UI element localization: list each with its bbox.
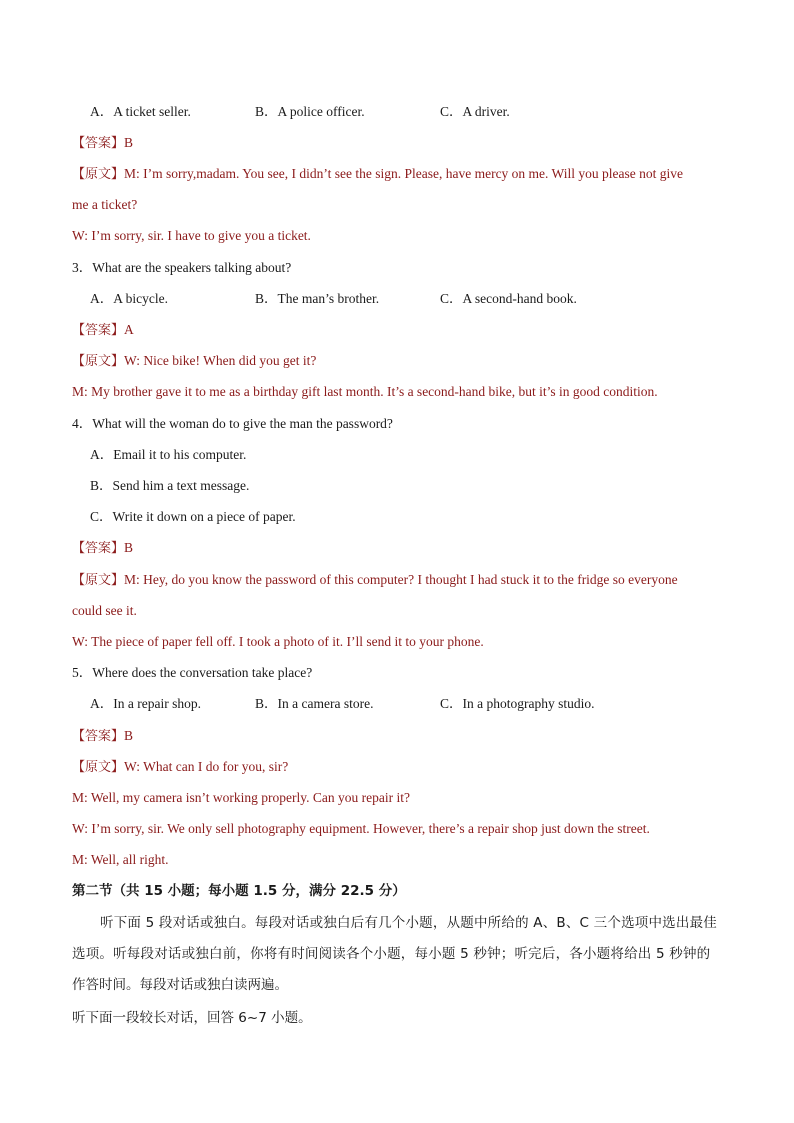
- q3-question: 3．What are the speakers talking about?: [72, 260, 292, 275]
- q2-script-line2: me a ticket?: [72, 197, 138, 212]
- q4-script-line3: W: The piece of paper fell off. I took a photo of it. I’ll send it to your phone.: [72, 634, 484, 649]
- q5-answer: 【答案】B: [72, 728, 134, 744]
- q4-option-a: A．Email it to his computer.: [90, 447, 247, 462]
- q5-script-line2: M: Well, my camera isn’t working properly. Can you repair it?: [72, 790, 410, 805]
- q3-option-b: B．The man’s brother.: [255, 291, 380, 306]
- q4-question: 4．What will the woman do to give the man the password?: [72, 416, 393, 431]
- q2-answer: 【答案】B: [72, 135, 134, 151]
- q5-script-line3: W: I’m sorry, sir. We only sell photography equipment. However, there’s a repair shop just down the street.: [72, 821, 650, 836]
- q4-script-line1: 【原文】M: Hey, do you know the password of this computer? I thought I had stuck it to the fridge so everyone: [72, 572, 678, 588]
- q5-script-line1: 【原文】W: What can I do for you, sir?: [72, 759, 289, 775]
- q4-option-c: C．Write it down on a piece of paper.: [90, 509, 296, 524]
- q2-option-b: B．A police officer.: [255, 104, 365, 119]
- q5-script-line4: M: Well, all right.: [72, 852, 169, 867]
- q3-script-line2: M: My brother gave it to me as a birthday gift last month. It’s a second-hand bike, but it’s in good condition.: [72, 384, 658, 399]
- q2-option-c: C．A driver.: [440, 104, 510, 119]
- q3-script-line1: 【原文】W: Nice bike! When did you get it?: [72, 353, 317, 369]
- q2-script-line1: 【原文】M: I’m sorry,madam. You see, I didn’t see the sign. Please, have mercy on me. Will you please not give: [72, 166, 683, 182]
- q5-option-c: C．In a photography studio.: [440, 696, 595, 711]
- section2-para-line3: 作答时间。每段对话或独白读两遍。: [72, 977, 288, 993]
- q2-option-a: A．A ticket seller.: [90, 104, 191, 119]
- section2-para-line1: 听下面 5 段对话或独白。每段对话或独白后有几个小题，从题中所给的 A、B、C 三个选项中选出最佳: [100, 915, 717, 931]
- q4-answer: 【答案】B: [72, 540, 134, 556]
- q5-option-b: B．In a camera store.: [255, 696, 374, 711]
- q3-option-a: A．A bicycle.: [90, 291, 168, 306]
- q3-answer: 【答案】A: [72, 322, 134, 338]
- q5-option-a: A．In a repair shop.: [90, 696, 201, 711]
- section2-heading: 第二节（共 15 小题；每小题 1.5 分，满分 22.5 分）: [72, 883, 406, 899]
- q3-option-c: C．A second-hand book.: [440, 291, 577, 306]
- q4-option-b: B．Send him a text message.: [90, 478, 250, 493]
- q2-script-line3: W: I’m sorry, sir. I have to give you a ticket.: [72, 228, 311, 243]
- section2-para-line4: 听下面一段较长对话，回答 6~7 小题。: [72, 1010, 312, 1026]
- q4-script-line2: could see it.: [72, 603, 137, 618]
- section2-para-line2: 选项。听每段对话或独白前，你将有时间阅读各个小题，每小题 5 秒钟；听完后，各小题将给出 5 秒钟的: [72, 946, 711, 962]
- q5-question: 5．Where does the conversation take place?: [72, 665, 313, 680]
